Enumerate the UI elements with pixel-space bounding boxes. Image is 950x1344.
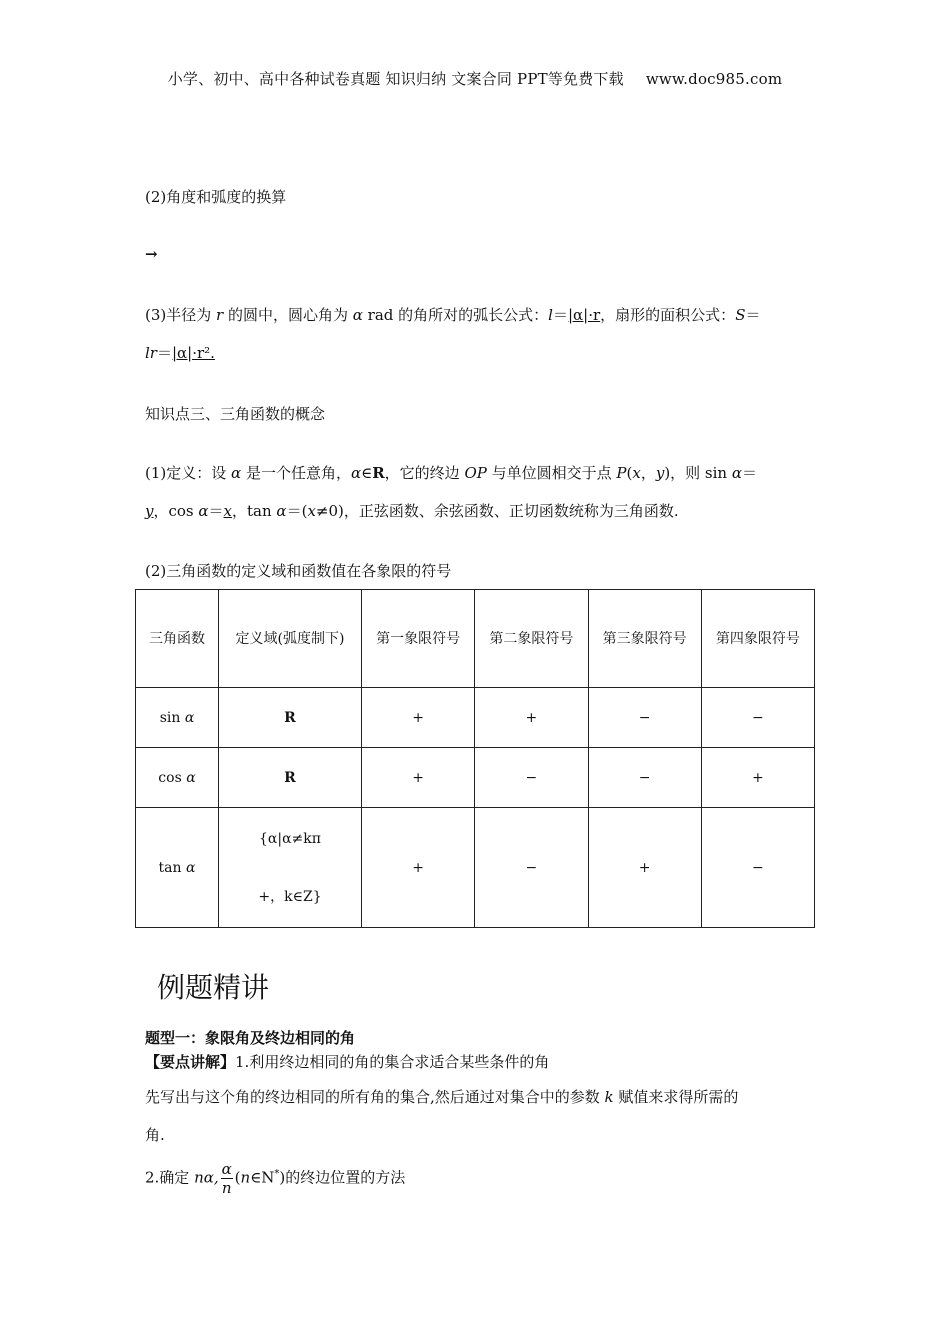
method-paragraph-line-2: 角. (145, 1126, 165, 1144)
table-title: (2)三角函数的定义域和函数值在各象限的符号 (145, 562, 452, 580)
sign-cell: − (701, 808, 814, 928)
fn-cell: tan α (136, 808, 219, 928)
sector-area-line: lr＝|α|·r². (145, 344, 215, 362)
header-cell: 三角函数 (136, 590, 219, 688)
method-paragraph-line-1: 先写出与这个角的终边相同的所有角的集合,然后通过对集合中的参数 k 赋值来求得所需的 (145, 1088, 739, 1106)
sign-cell: + (588, 808, 701, 928)
arc-formula: |α|·r (567, 306, 601, 324)
sign-cell: + (701, 748, 814, 808)
examples-heading: 例题精讲 (157, 971, 270, 1004)
sign-cell: + (475, 688, 588, 748)
header-cell: 定义域(弧度制下) (219, 590, 362, 688)
table-row (136, 688, 815, 748)
header-cell: 第三象限符号 (588, 590, 701, 688)
sign-cell: − (588, 688, 701, 748)
sign-cell: + (362, 688, 475, 748)
domain-cell: R (219, 688, 362, 748)
definition-line-1: (1)定义：设 α 是一个任意角，α∈R，它的终边 OP 与单位圆相交于点 P(x，y)，则 sin α＝ (145, 464, 758, 482)
arc-length-line: (3)半径为 r 的圆中，圆心角为 α rad 的角所对的弧长公式：l＝|α|·r，扇形的面积公式：S＝ (145, 306, 761, 324)
fraction-alpha-over-n: $\frac{\alpha}{n}$ (221, 1160, 232, 1197)
sign-cell: + (362, 748, 475, 808)
sign-cell: − (475, 808, 588, 928)
key-point-line: 【要点讲解】1.利用终边相同的角的集合求适合某些条件的角 (145, 1053, 550, 1071)
question-type-1-title: 题型一：象限角及终边相同的角 (145, 1029, 356, 1047)
page-header (0, 68, 950, 89)
header-cell: 第四象限符号 (701, 590, 814, 688)
arrow-icon: → (145, 245, 158, 263)
table-row (136, 748, 815, 808)
fn-cell: sin α (136, 688, 219, 748)
definition-line-2: y，cos α＝x，tan α＝(x≠0)，正弦函数、余弦函数、正切函数统称为三角函数. (145, 502, 679, 520)
trig-sign-table (135, 589, 815, 928)
fn-cell: cos α (136, 748, 219, 808)
header-cell: 第一象限符号 (362, 590, 475, 688)
header-cell: 第二象限符号 (475, 590, 588, 688)
item-2-line: 2.确定 nα, $\frac{\alpha}{n}$ (n∈N*)的终边位置的方法 (145, 1160, 406, 1197)
domain-cell: R (219, 748, 362, 808)
header-text: 小学、初中、高中各种试卷真题 知识归纳 文案合同 PPT等免费下载 (167, 70, 624, 88)
header-url[interactable]: www.doc985.com (645, 70, 783, 88)
area-formula: |α|·r². (171, 344, 215, 362)
sign-cell: − (475, 748, 588, 808)
sign-cell: + (362, 808, 475, 928)
knowledge-point-3-title: 知识点三、三角函数的概念 (145, 405, 326, 423)
section-2-title: (2)角度和弧度的换算 (145, 188, 287, 206)
table-row (136, 808, 815, 928)
sign-cell: − (701, 688, 814, 748)
table-header-row (136, 590, 815, 688)
domain-cell: {α|α≠kπ +，k∈Z} (219, 808, 362, 928)
sign-cell: − (588, 748, 701, 808)
